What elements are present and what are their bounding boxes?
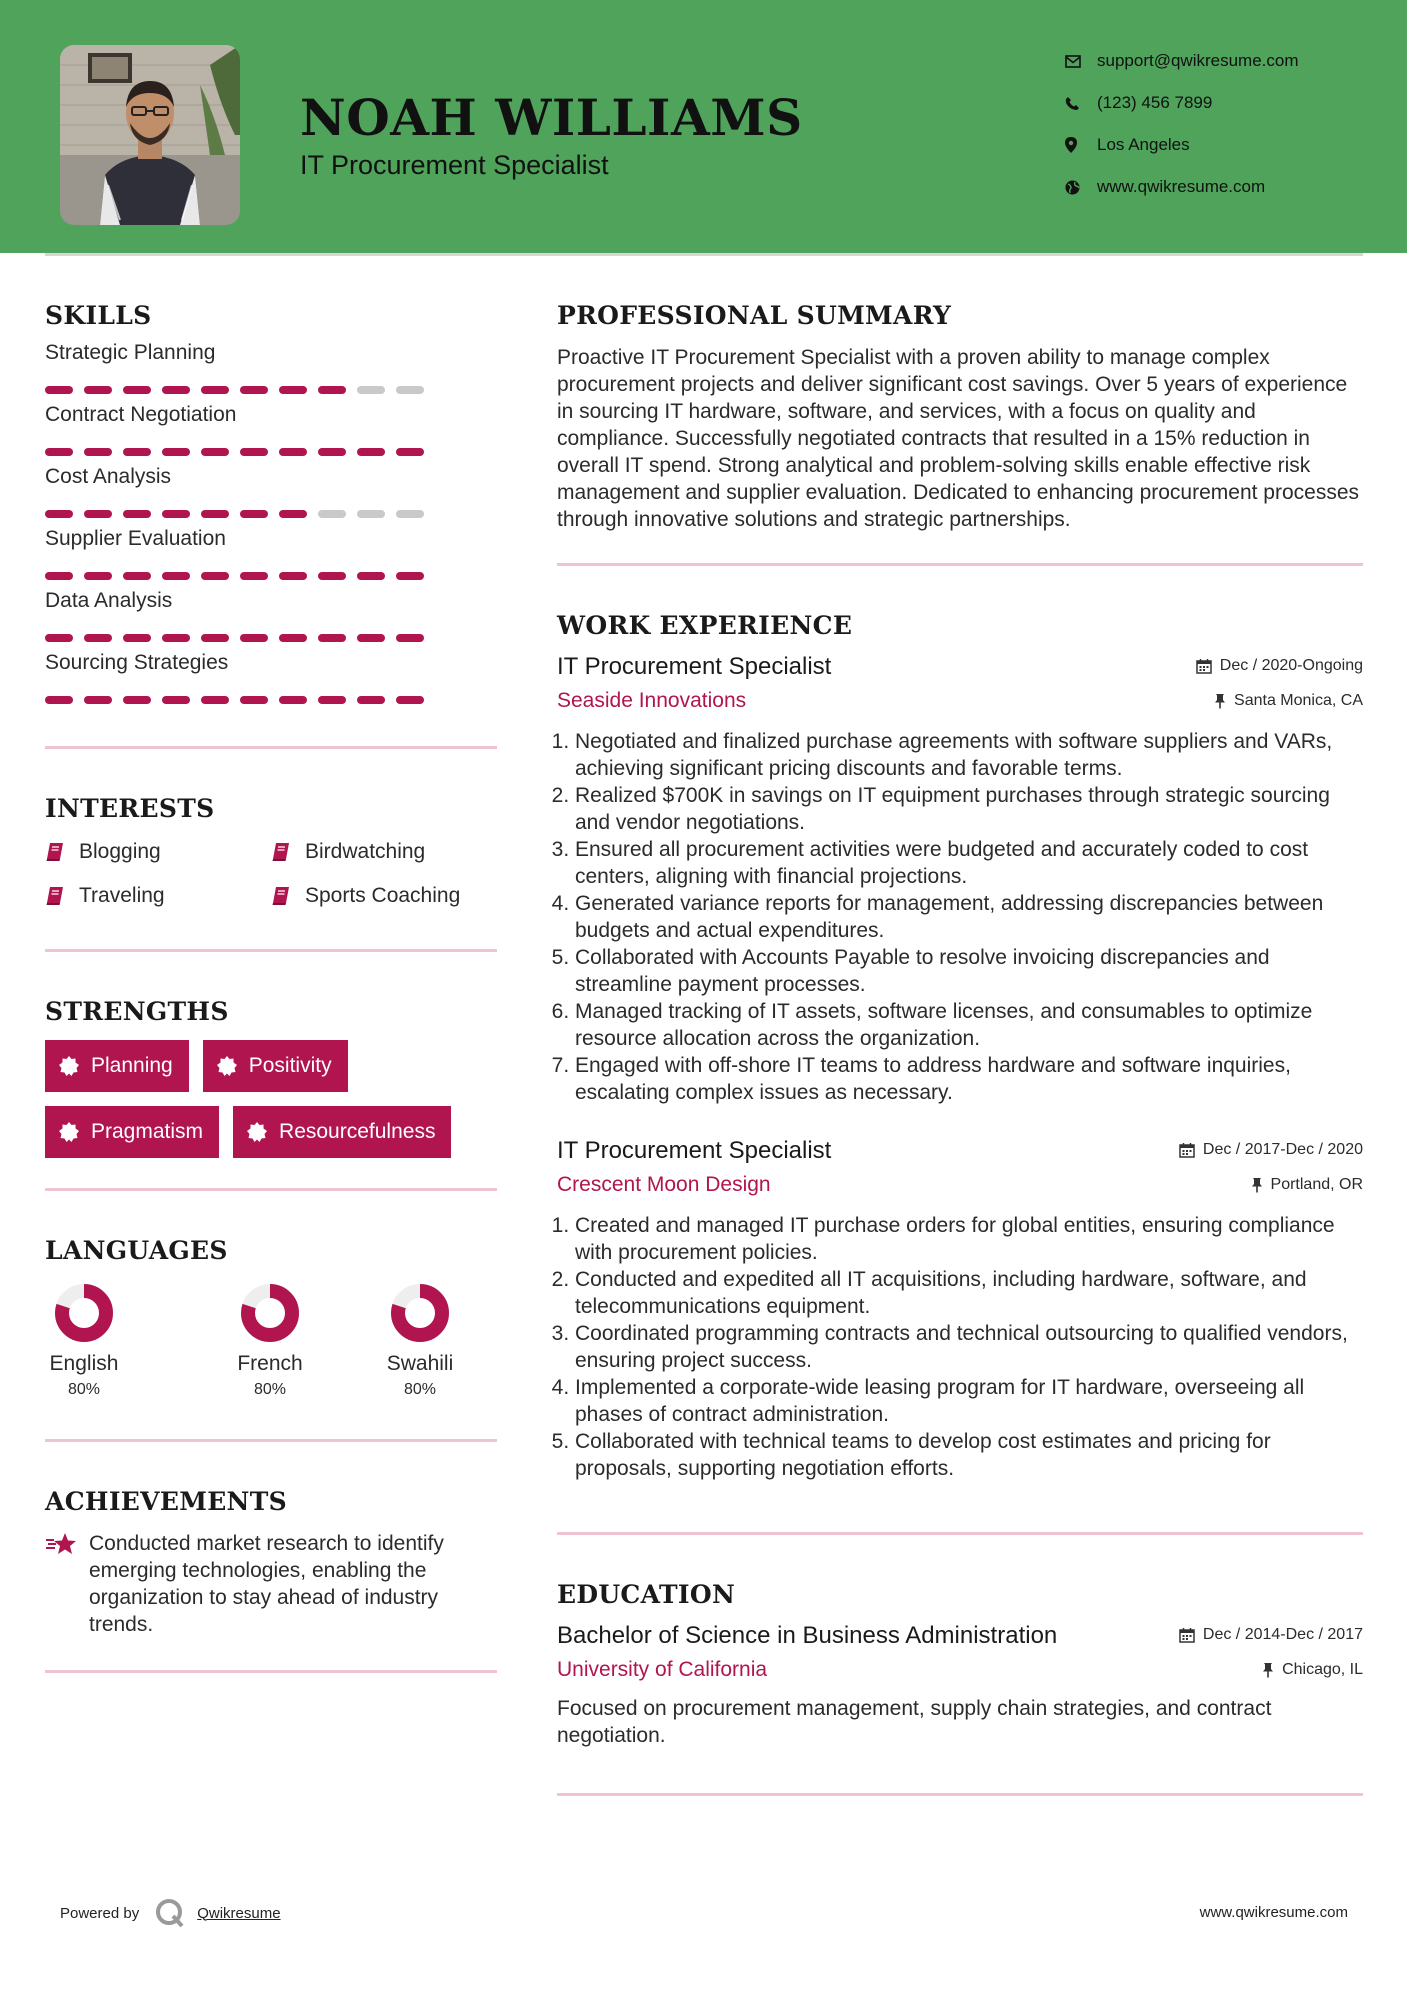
resume-header	[0, 0, 1407, 253]
skill-name: Sourcing Strategies	[45, 651, 229, 674]
rating-dash-filled	[123, 696, 151, 704]
rating-dash-filled	[357, 696, 385, 704]
language-percent: 80%	[253, 1381, 287, 1398]
section-divider	[557, 1532, 1363, 1535]
globe-icon	[1065, 180, 1097, 195]
rating-dash-filled	[201, 634, 229, 642]
language-percent: 80%	[67, 1381, 101, 1398]
skill-rating	[45, 634, 497, 642]
rating-dash-filled	[279, 448, 307, 456]
summary-section	[557, 298, 1363, 566]
rating-dash-filled	[357, 634, 385, 642]
rating-dash-filled	[123, 634, 151, 642]
strength-badge	[203, 1040, 348, 1092]
language-item	[195, 1283, 345, 1401]
language-ring	[390, 1283, 450, 1343]
skill-item	[45, 464, 497, 518]
job-bullet: 1. Created and managed IT purchase orders for global entities, ensuring compliance with procurement policies.	[575, 1212, 1363, 1266]
rating-dash-filled	[84, 634, 112, 642]
job-bullet: 1. Negotiated and finalized purchase agreements with software suppliers and VARs, achieving significant pricing discounts and favorable terms.	[575, 728, 1363, 782]
job-dates-text: Dec / 2017-Dec / 2020	[1202, 1141, 1363, 1158]
interest-label: Birdwatching	[305, 840, 426, 863]
education-title: EDUCATION	[557, 1580, 736, 1609]
rating-dash-filled	[162, 634, 190, 642]
rating-dash-empty	[357, 386, 385, 394]
book-icon	[45, 886, 79, 906]
rating-dash-filled	[84, 510, 112, 518]
footer-brand-link[interactable]: Qwikresume	[197, 1904, 281, 1922]
skills-list	[45, 340, 497, 704]
rating-dash-filled	[123, 510, 151, 518]
achievements-title: ACHIEVEMENTS	[45, 1487, 287, 1516]
left-column	[45, 298, 497, 1673]
job-entry	[557, 1134, 1363, 1482]
job-bullets	[557, 728, 1363, 1106]
pushpin-icon	[1262, 1662, 1274, 1678]
rating-dash-filled	[123, 448, 151, 456]
rating-dash-filled	[45, 386, 73, 394]
job-bullet: 5. Collaborated with Accounts Payable to resolve invoicing discrepancies and streamline payment processes.	[575, 944, 1363, 998]
rating-dash-filled	[84, 572, 112, 580]
skill-rating	[45, 448, 497, 456]
rating-dash-filled	[396, 634, 424, 642]
job-dates-text: Dec / 2020-Ongoing	[1219, 657, 1363, 674]
candidate-title: IT Procurement Specialist	[300, 150, 609, 180]
skill-item	[45, 402, 497, 456]
education-description: Focused on procurement management, supply chain strategies, and contract negotiation.	[557, 1697, 1272, 1747]
rating-dash-filled	[279, 696, 307, 704]
contact-email[interactable]	[1065, 40, 1395, 82]
rating-dash-filled	[162, 696, 190, 704]
job-role: IT Procurement Specialist	[557, 653, 832, 680]
rating-dash-filled	[84, 386, 112, 394]
interest-label: Blogging	[79, 840, 161, 863]
rating-dash-filled	[201, 696, 229, 704]
rating-dash-filled	[240, 572, 268, 580]
skill-name: Contract Negotiation	[45, 403, 237, 426]
rating-dash-filled	[240, 696, 268, 704]
interest-label: Traveling	[79, 884, 165, 907]
contact-phone-text: (123) 456 7899	[1097, 93, 1213, 112]
job-location-text: Portland, OR	[1270, 1176, 1363, 1193]
badge-icon	[59, 1122, 79, 1142]
rating-dash-filled	[357, 448, 385, 456]
rating-dash-filled	[318, 634, 346, 642]
job-bullet: 3. Ensured all procurement activities were budgeted and accurately coded to cost centers, aligning with financial projections.	[575, 836, 1363, 890]
skill-item	[45, 588, 497, 642]
rating-dash-filled	[240, 386, 268, 394]
job-location	[1214, 692, 1363, 710]
section-divider	[45, 1439, 497, 1442]
education-location-text: Chicago, IL	[1282, 1661, 1363, 1678]
language-ring	[54, 1283, 114, 1343]
job-bullets	[557, 1212, 1363, 1482]
language-ring	[240, 1283, 300, 1343]
strengths-list	[45, 1040, 497, 1172]
skill-rating	[45, 696, 497, 704]
skill-item	[45, 526, 497, 580]
contact-website[interactable]	[1065, 166, 1395, 208]
rating-dash-filled	[45, 696, 73, 704]
job-bullet: 2. Realized $700K in savings on IT equipment purchases through strategic sourcing and vendor negotiations.	[575, 782, 1363, 836]
interests-list	[45, 837, 497, 911]
interests-section	[45, 791, 497, 952]
book-icon	[271, 842, 305, 862]
rating-dash-filled	[240, 448, 268, 456]
interest-item	[45, 837, 271, 867]
strength-label: Resourcefulness	[279, 1120, 436, 1143]
strengths-section	[45, 994, 497, 1191]
rating-dash-filled	[45, 634, 73, 642]
skill-name: Supplier Evaluation	[45, 527, 226, 550]
education-dates	[1179, 1626, 1363, 1644]
job-location	[1251, 1176, 1363, 1194]
rating-dash-filled	[45, 572, 73, 580]
contact-location-text: Los Angeles	[1097, 135, 1190, 154]
book-icon	[271, 886, 305, 906]
contact-list	[1065, 40, 1395, 208]
rating-dash-filled	[396, 696, 424, 704]
rating-dash-filled	[123, 572, 151, 580]
achievement-item	[45, 1530, 497, 1638]
rating-dash-filled	[201, 448, 229, 456]
right-column	[557, 298, 1363, 1796]
phone-icon	[1065, 96, 1097, 111]
badge-icon	[217, 1056, 237, 1076]
qwikresume-logo-icon	[155, 1898, 185, 1928]
pushpin-icon	[1251, 1177, 1263, 1193]
interest-item	[271, 837, 497, 867]
rating-dash-filled	[318, 696, 346, 704]
rating-dash-filled	[45, 448, 73, 456]
job-bullet: 7. Engaged with off-shore IT teams to address hardware and software inquiries, escalating complex issues as necessary.	[575, 1052, 1363, 1106]
contact-website-text: www.qwikresume.com	[1097, 177, 1266, 196]
strength-badge	[233, 1106, 451, 1158]
education-dates-text: Dec / 2014-Dec / 2017	[1202, 1626, 1363, 1643]
job-entry	[557, 650, 1363, 1106]
language-item	[345, 1283, 495, 1401]
strength-badge	[45, 1106, 219, 1158]
rating-dash-empty	[357, 510, 385, 518]
rating-dash-filled	[162, 448, 190, 456]
job-bullet: 2. Conducted and expedited all IT acquisitions, including hardware, software, and telecommunications equipment.	[575, 1266, 1363, 1320]
section-divider	[45, 1188, 497, 1191]
skill-name: Cost Analysis	[45, 465, 172, 488]
skill-rating	[45, 572, 497, 580]
interest-item	[45, 881, 271, 911]
rating-dash-empty	[396, 510, 424, 518]
rating-dash-filled	[396, 572, 424, 580]
achievement-text: Conducted market research to identify emerging technologies, enabling the organization to stay ahead of industry trends.	[89, 1532, 444, 1636]
interest-item	[271, 881, 497, 911]
education-location	[1262, 1661, 1363, 1679]
rating-dash-filled	[84, 696, 112, 704]
rating-dash-filled	[201, 386, 229, 394]
envelope-icon	[1065, 55, 1097, 68]
section-divider	[45, 746, 497, 749]
education-degree: Bachelor of Science in Business Administration	[557, 1622, 1058, 1649]
rating-dash-filled	[240, 634, 268, 642]
job-company: Seaside Innovations	[557, 689, 747, 712]
candidate-name: NOAH WILLIAMS	[300, 88, 803, 147]
contact-phone[interactable]	[1065, 82, 1395, 124]
strength-badge	[45, 1040, 189, 1092]
rating-dash-filled	[318, 572, 346, 580]
rating-dash-filled	[318, 448, 346, 456]
languages-section	[45, 1233, 497, 1442]
pushpin-icon	[1214, 693, 1226, 709]
section-divider	[45, 1670, 497, 1673]
languages-title: LANGUAGES	[45, 1236, 228, 1265]
section-divider	[557, 563, 1363, 566]
strengths-title: STRENGTHS	[45, 997, 229, 1026]
education-section	[557, 1577, 1363, 1796]
skills-title: SKILLS	[45, 301, 152, 330]
rating-dash-filled	[45, 510, 73, 518]
job-bullet: 3. Coordinated programming contracts and technical outsourcing to qualified vendors, ensuring project success.	[575, 1320, 1363, 1374]
summary-title: PROFESSIONAL SUMMARY	[557, 301, 952, 330]
calendar-icon	[1179, 1142, 1195, 1158]
rating-dash-filled	[84, 448, 112, 456]
education-entry	[557, 1619, 1363, 1749]
education-school: University of California	[557, 1658, 768, 1681]
rating-dash-filled	[162, 510, 190, 518]
job-company: Crescent Moon Design	[557, 1173, 771, 1196]
rating-dash-filled	[396, 448, 424, 456]
calendar-icon	[1196, 658, 1212, 674]
language-percent: 80%	[403, 1381, 437, 1398]
footer-powered-by	[60, 1898, 281, 1928]
rating-dash-filled	[279, 634, 307, 642]
strength-label: Positivity	[248, 1054, 332, 1077]
section-divider	[557, 1793, 1363, 1796]
strength-label: Pragmatism	[91, 1120, 204, 1143]
rating-dash-filled	[201, 572, 229, 580]
rating-dash-filled	[240, 510, 268, 518]
rating-dash-filled	[279, 510, 307, 518]
book-icon	[45, 842, 79, 862]
achievements-section	[45, 1484, 497, 1673]
rating-dash-filled	[201, 510, 229, 518]
language-name: Swahili	[386, 1352, 454, 1375]
job-role: IT Procurement Specialist	[557, 1137, 832, 1164]
skill-name: Strategic Planning	[45, 341, 216, 364]
skill-rating	[45, 386, 497, 394]
rating-dash-filled	[318, 386, 346, 394]
star-icon	[45, 1530, 89, 1638]
job-bullet: 5. Collaborated with technical teams to develop cost estimates and pricing for proposals, supporting negotiation efforts.	[575, 1428, 1363, 1482]
job-bullet: 4. Generated variance reports for management, addressing discrepancies between budgets and actual expenditures.	[575, 890, 1363, 944]
section-divider	[45, 949, 497, 952]
badge-icon	[247, 1122, 267, 1142]
language-item	[45, 1283, 123, 1401]
job-dates	[1196, 657, 1363, 675]
language-name: French	[237, 1352, 303, 1375]
interests-title: INTERESTS	[45, 794, 215, 823]
contact-email-text: support@qwikresume.com	[1097, 51, 1299, 70]
rating-dash-empty	[396, 386, 424, 394]
rating-dash-filled	[123, 386, 151, 394]
powered-by-label: Powered by	[60, 1904, 140, 1922]
job-bullet: 4. Implemented a corporate-wide leasing program for IT hardware, overseeing all phases of contract administration.	[575, 1374, 1363, 1428]
interest-label: Sports Coaching	[305, 884, 461, 907]
rating-dash-filled	[279, 386, 307, 394]
skill-item	[45, 650, 497, 704]
language-name: English	[49, 1352, 119, 1375]
job-dates	[1179, 1141, 1363, 1159]
skill-rating	[45, 510, 497, 518]
footer-website-link[interactable]: www.qwikresume.com	[1199, 1904, 1348, 1921]
rating-dash-filled	[162, 386, 190, 394]
rating-dash-empty	[318, 510, 346, 518]
languages-list	[45, 1283, 497, 1401]
job-location-text: Santa Monica, CA	[1234, 692, 1363, 709]
skills-section	[45, 298, 497, 749]
experience-section	[557, 608, 1363, 1535]
rating-dash-filled	[279, 572, 307, 580]
strength-label: Planning	[91, 1054, 173, 1077]
rating-dash-filled	[162, 572, 190, 580]
calendar-icon	[1179, 1627, 1195, 1643]
header-divider	[45, 253, 1363, 256]
summary-text: Proactive IT Procurement Specialist with a proven ability to manage complex procurement projects and deliver significant cost savings. Over 5 years of experience in sourcing IT hardware, software, and services, with a focus on quality and compliance. Successfully negotiated contracts that resulted in a 15% reduction in overall IT spend. Strong analytical and problem-solving skills enable effective risk management and supplier evaluation. Dedicated to enhancing procurement processes through innovative solutions and strategic partnerships.	[557, 346, 1359, 531]
skill-name: Data Analysis	[45, 589, 173, 612]
job-bullet: 6. Managed tracking of IT assets, software licenses, and consumables to optimize resource allocation across the organization.	[575, 998, 1363, 1052]
map-pin-icon	[1065, 137, 1097, 153]
profile-photo	[60, 45, 240, 225]
experience-title: WORK EXPERIENCE	[557, 611, 853, 640]
badge-icon	[59, 1056, 79, 1076]
rating-dash-filled	[357, 572, 385, 580]
skill-item	[45, 340, 497, 394]
contact-location	[1065, 124, 1395, 166]
